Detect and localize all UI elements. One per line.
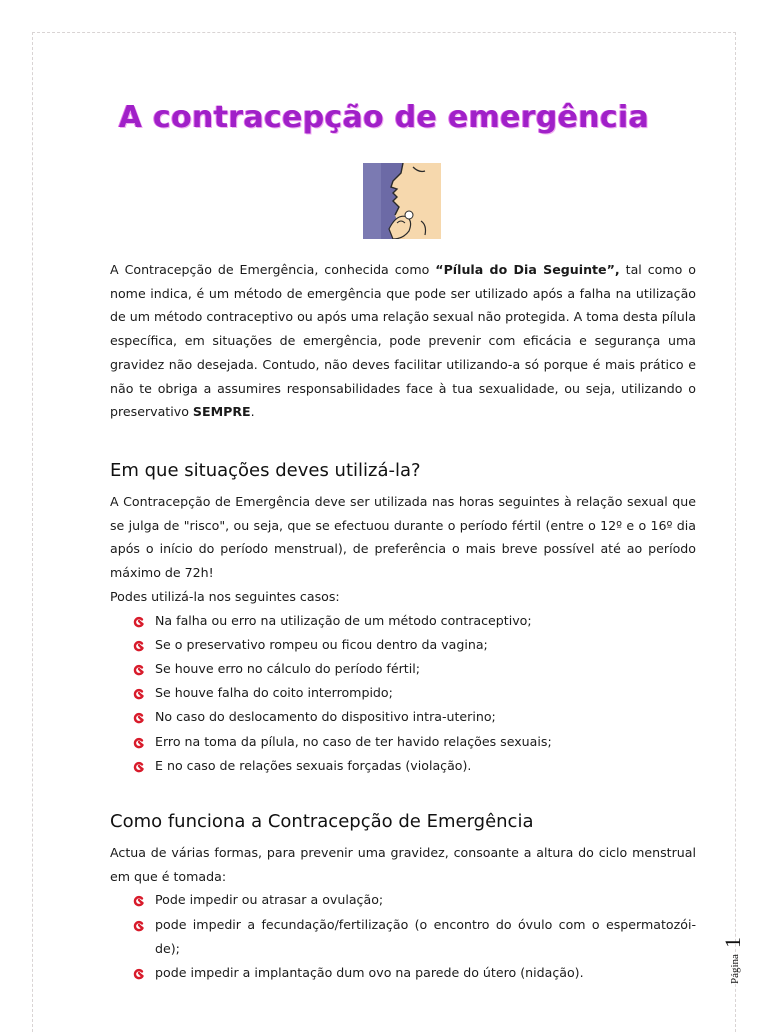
page-title: A contracepção de emergência — [118, 100, 650, 135]
list-item: Na falha ou erro na utilização de um método contraceptivo; — [110, 609, 696, 633]
section-when-lead: Podes utilizá-la nos seguintes casos: — [110, 588, 340, 604]
person-taking-pill-illustration — [363, 163, 441, 239]
list-item: No caso do deslocamento do dispositivo intra-uterino; — [110, 705, 696, 729]
section-heading-how: Como funciona a Contracepção de Emergência — [110, 811, 534, 832]
cases-list — [110, 609, 696, 778]
section-when-to-use — [110, 460, 696, 481]
list-item: pode impedir a fecundação/fertilização (o encontro do óvulo com o espermatozói-de); — [110, 913, 696, 961]
swirl-bullet-icon — [132, 609, 146, 633]
swirl-bullet-icon — [132, 754, 146, 778]
list-item: Se o preservativo rompeu ou ficou dentro da vagina; — [110, 633, 696, 657]
swirl-bullet-icon — [132, 633, 146, 657]
swirl-bullet-icon — [132, 730, 146, 754]
swirl-bullet-icon — [132, 961, 146, 985]
section-how-body — [110, 841, 696, 985]
page-label: Página — [729, 954, 741, 984]
swirl-bullet-icon — [132, 888, 146, 912]
section-heading-when: Em que situações deves utilizá-la? — [110, 460, 421, 481]
section-when-body — [110, 490, 696, 778]
page-number: 1 — [720, 937, 745, 948]
section-how-paragraph: Actua de várias formas, para prevenir uma gravidez, consoante a altura do ciclo menstrual em que é tomada: — [110, 845, 696, 884]
mechanisms-list — [110, 888, 696, 985]
page-number-footer — [718, 928, 748, 988]
swirl-bullet-icon — [132, 657, 146, 681]
list-item: pode impedir a implantação dum ovo na parede do útero (nidação). — [110, 961, 696, 985]
section-how-it-works — [110, 811, 696, 832]
section-when-paragraph: A Contracepção de Emergência deve ser utilizada nas horas seguintes à relação sexual que se julga de "risco", ou seja, que se efectuou durante o período fértil (entre o 12º e o 16º dia após o início do período menstrual), de preferência o mais breve possível até ao período máximo de 72h! — [110, 494, 696, 581]
swirl-bullet-icon — [132, 913, 146, 937]
list-item: Se houve erro no cálculo do período fértil; — [110, 657, 696, 681]
intro-paragraph-block — [110, 258, 696, 424]
swirl-bullet-icon — [132, 705, 146, 729]
intro-paragraph: A Contracepção de Emergência, conhecida como “Pílula do Dia Seguinte”, tal como o nome indica, é um método de emergência que pode ser utilizado após a falha na utilização de um método contraceptivo ou após uma relação sexual não protegida. A toma desta pílula específica, em situações de emergência, pode prevenir com eficácia e segurança uma gravidez não desejada. Contudo, não deves facilitar utilizando-a só porque é mais prático e não te obriga a assumires responsabilidades face à tua sexualidade, ou seja, utilizando o preservativo SEMPRE. — [110, 262, 696, 420]
list-item: E no caso de relações sexuais forçadas (violação). — [110, 754, 696, 778]
swirl-bullet-icon — [132, 681, 146, 705]
list-item: Pode impedir ou atrasar a ovulação; — [110, 888, 696, 912]
list-item: Se houve falha do coito interrompido; — [110, 681, 696, 705]
list-item: Erro na toma da pílula, no caso de ter havido relações sexuais; — [110, 730, 696, 754]
